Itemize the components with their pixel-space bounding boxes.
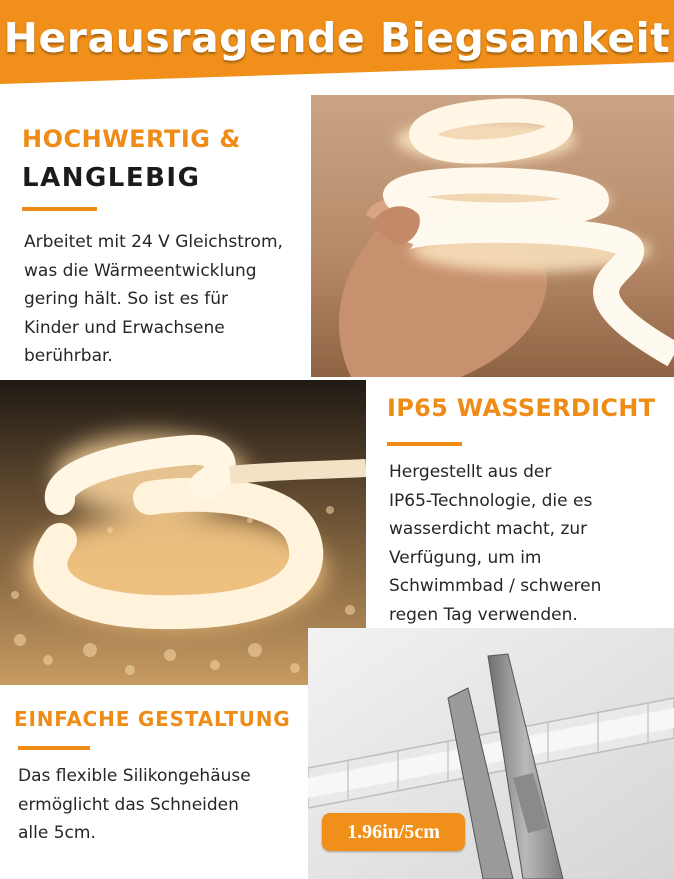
section3-title: EINFACHE GESTALTUNG: [14, 707, 291, 731]
body-line: wasserdicht macht, zur: [389, 519, 588, 539]
body-line: gering hält. So ist es für: [24, 289, 229, 309]
body-line: Verfügung, um im: [389, 547, 542, 568]
section2-rule: [387, 442, 462, 446]
section1-title-orange: HOCHWERTIG &: [22, 125, 241, 153]
body-line: IP65-Technologie, die es: [389, 490, 593, 511]
section3-body: [18, 762, 251, 848]
body-line: Das flexible Silikongehäuse: [18, 766, 251, 786]
body-line: ermöglicht das Schneiden: [18, 794, 239, 815]
photo-hand-led-strip: [311, 95, 674, 377]
section2-body: [389, 458, 601, 629]
body-line: Schwimmbad / schweren: [389, 576, 602, 596]
size-badge: 1.96in/5cm: [322, 813, 465, 851]
body-line: regen Tag verwenden.: [389, 604, 578, 625]
body-line: alle 5cm.: [18, 823, 96, 843]
page-title: Herausragende Biegsamkeit: [3, 14, 671, 62]
section1-body: [24, 228, 283, 371]
body-line: Kinder und Erwachsene: [24, 317, 225, 338]
section3-rule: [18, 746, 90, 750]
body-line: Hergestellt aus der: [389, 462, 552, 482]
body-line: Arbeitet mit 24 V Gleichstrom,: [24, 232, 283, 252]
body-line: berührbar.: [24, 346, 113, 366]
section1-rule: [22, 207, 97, 211]
section1-title-dark: LANGLEBIG: [22, 163, 201, 193]
section2-title: IP65 WASSERDICHT: [387, 394, 656, 422]
body-line: was die Wärmeentwicklung: [24, 260, 257, 281]
